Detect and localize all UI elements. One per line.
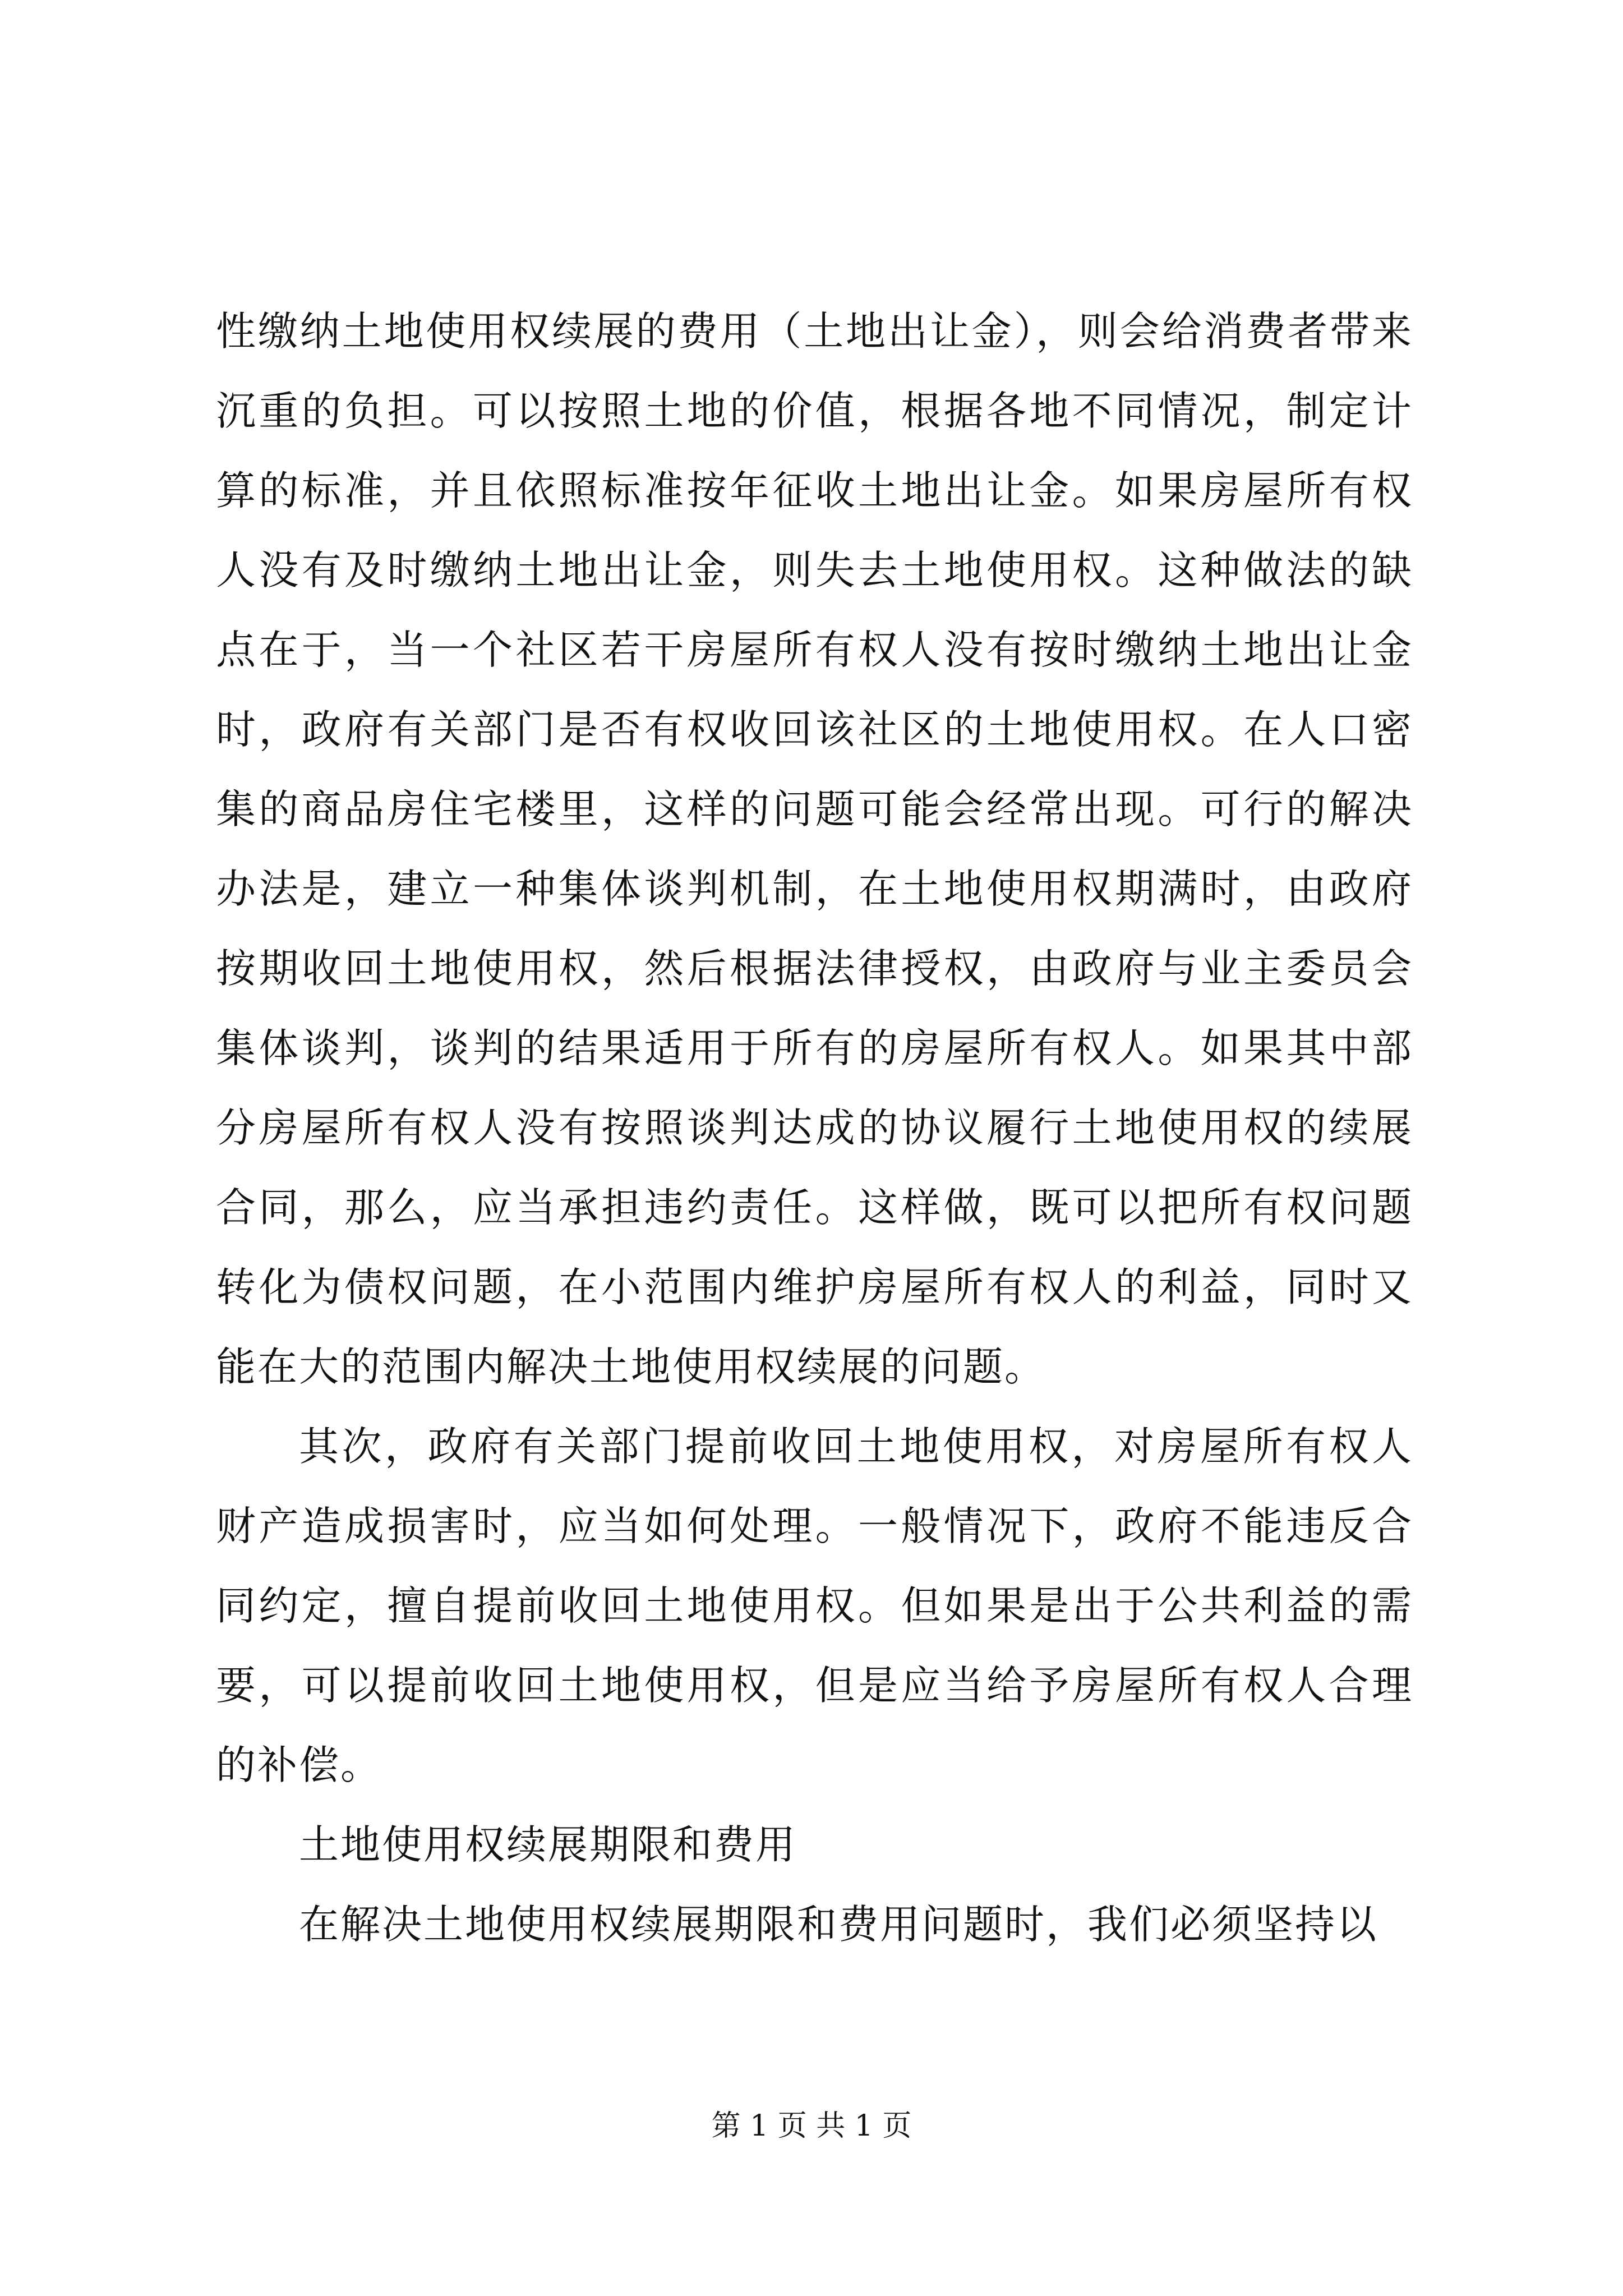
- paragraph-section-start: 在解决土地使用权续展期限和费用问题时，我们必须坚持以: [299, 1901, 1378, 1948]
- section-heading: 土地使用权续展期限和费用: [299, 1821, 797, 1868]
- page-footer: 第 1 页 共 1 页: [711, 2109, 912, 2143]
- paragraph-second-point: 其次，政府有关部门提前收回土地使用权，对房屋所有权人财产造成损害时，应当如何处理。一般情况下，政府不能违反合同约定，擅自提前收回土地使用权。但如果是出于公共利益的需要，可以提前收回土地使用权，但是应当给予房屋所有权人合理的补偿。: [216, 1423, 1413, 1788]
- paragraph-continuation: 性缴纳土地使用权续展的费用（土地出让金），则会给消费者带来沉重的负担。可以按照土地的价值，根据各地不同情况，制定计算的标准，并且依照标准按年征收土地出让金。如果房屋所有权人没有及时缴纳土地出让金，则失去土地使用权。这种做法的缺点在于，当一个社区若干房屋所有权人没有按时缴纳土地出让金时，政府有关部门是否有权收回该社区的土地使用权。在人口密集的商品房住宅楼里，这样的问题可能会经常出现。可行的解决办法是，建立一种集体谈判机制，在土地使用权期满时，由政府按期收回土地使用权，然后根据法律授权，由政府与业主委员会集体谈判，谈判的结果适用于所有的房屋所有权人。如果其中部分房屋所有权人没有按照谈判达成的协议履行土地使用权的续展合同，那么，应当承担违约责任。这样做，既可以把所有权问题转化为债权问题，在小范围内维护房屋所有权人的利益，同时又能在大的范围内解决土地使用权续展的问题。: [216, 308, 1413, 1390]
- document-body: [216, 292, 1413, 1964]
